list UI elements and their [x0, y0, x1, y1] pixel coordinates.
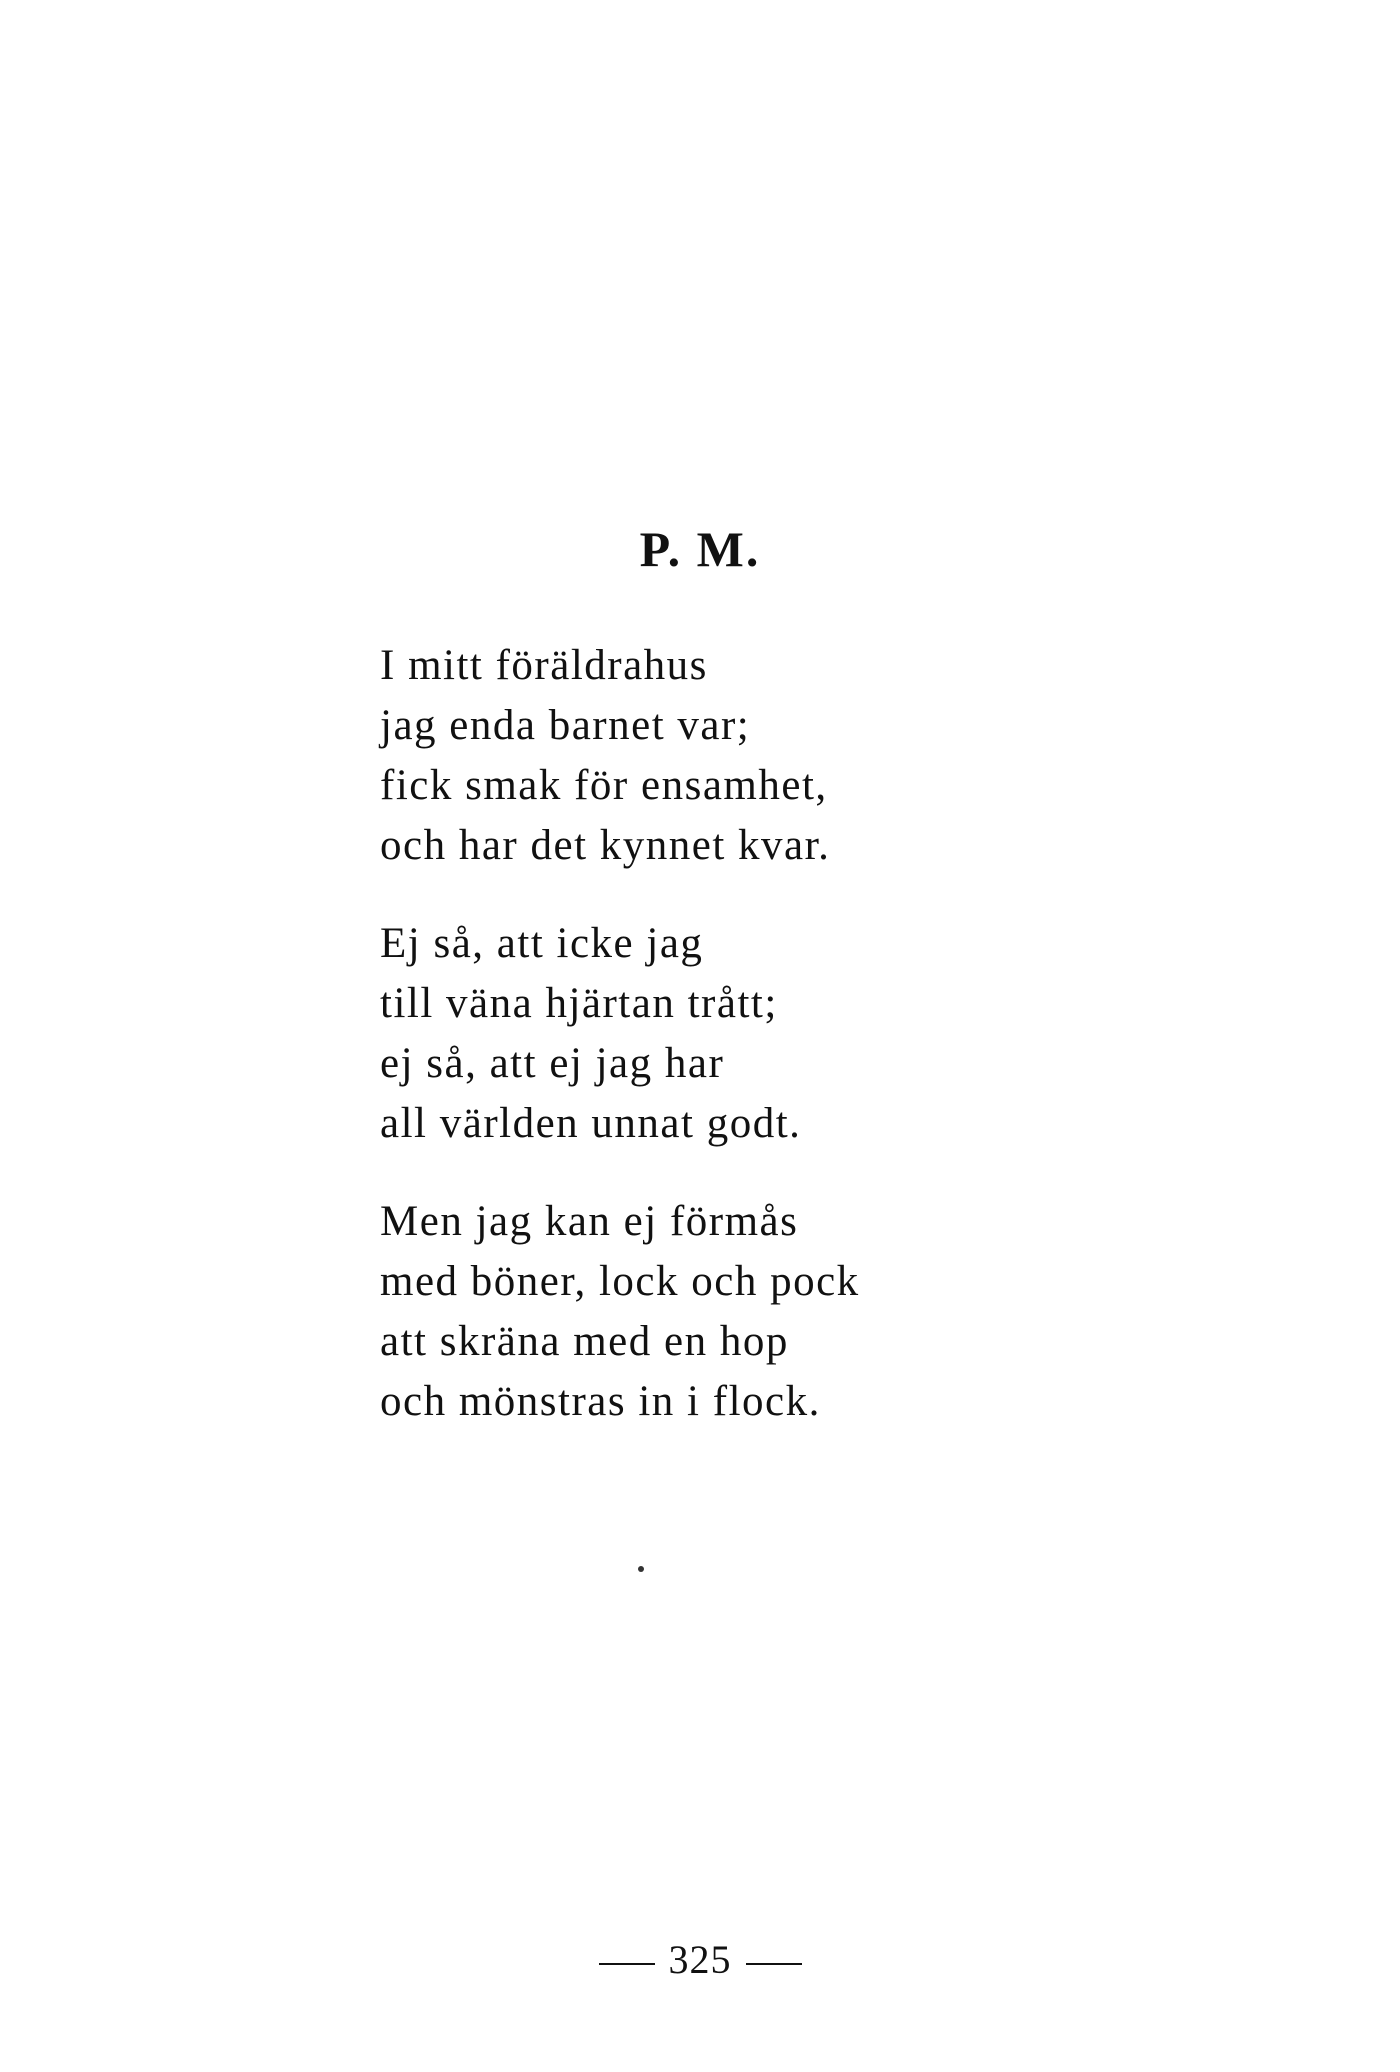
- dash-left: [599, 1963, 655, 1965]
- poem-line: och har det kynnet kvar.: [380, 822, 831, 869]
- poem-line: och mönstras in i flock.: [380, 1378, 821, 1425]
- poem-line: ej så, att ej jag har: [380, 1040, 725, 1087]
- poem-line: I mitt föräldrahus: [380, 642, 708, 689]
- poem-line: med böner, lock och pock: [380, 1258, 860, 1305]
- dash-right: [746, 1963, 802, 1965]
- poem-line: att skräna med en hop: [380, 1318, 789, 1365]
- poem-line: Men jag kan ej förmås: [380, 1198, 799, 1245]
- poem-line: till väna hjärtan trått;: [380, 980, 778, 1027]
- poem-line: all världen unnat godt.: [380, 1100, 802, 1147]
- poem-line: jag enda barnet var;: [380, 702, 751, 749]
- stanza-1: [380, 636, 1080, 876]
- page-number: 325: [668, 1937, 732, 1982]
- stanza-2: [380, 914, 1080, 1154]
- page-number-footer: [0, 1936, 1400, 1983]
- stanza-3: [380, 1192, 1080, 1432]
- poem-line: Ej så, att icke jag: [380, 920, 704, 967]
- poem-title: P. M.: [639, 521, 761, 577]
- poem-body: [380, 636, 1080, 1470]
- poem-line: fick smak för ensamhet,: [380, 762, 828, 809]
- ink-speck: [638, 1566, 644, 1572]
